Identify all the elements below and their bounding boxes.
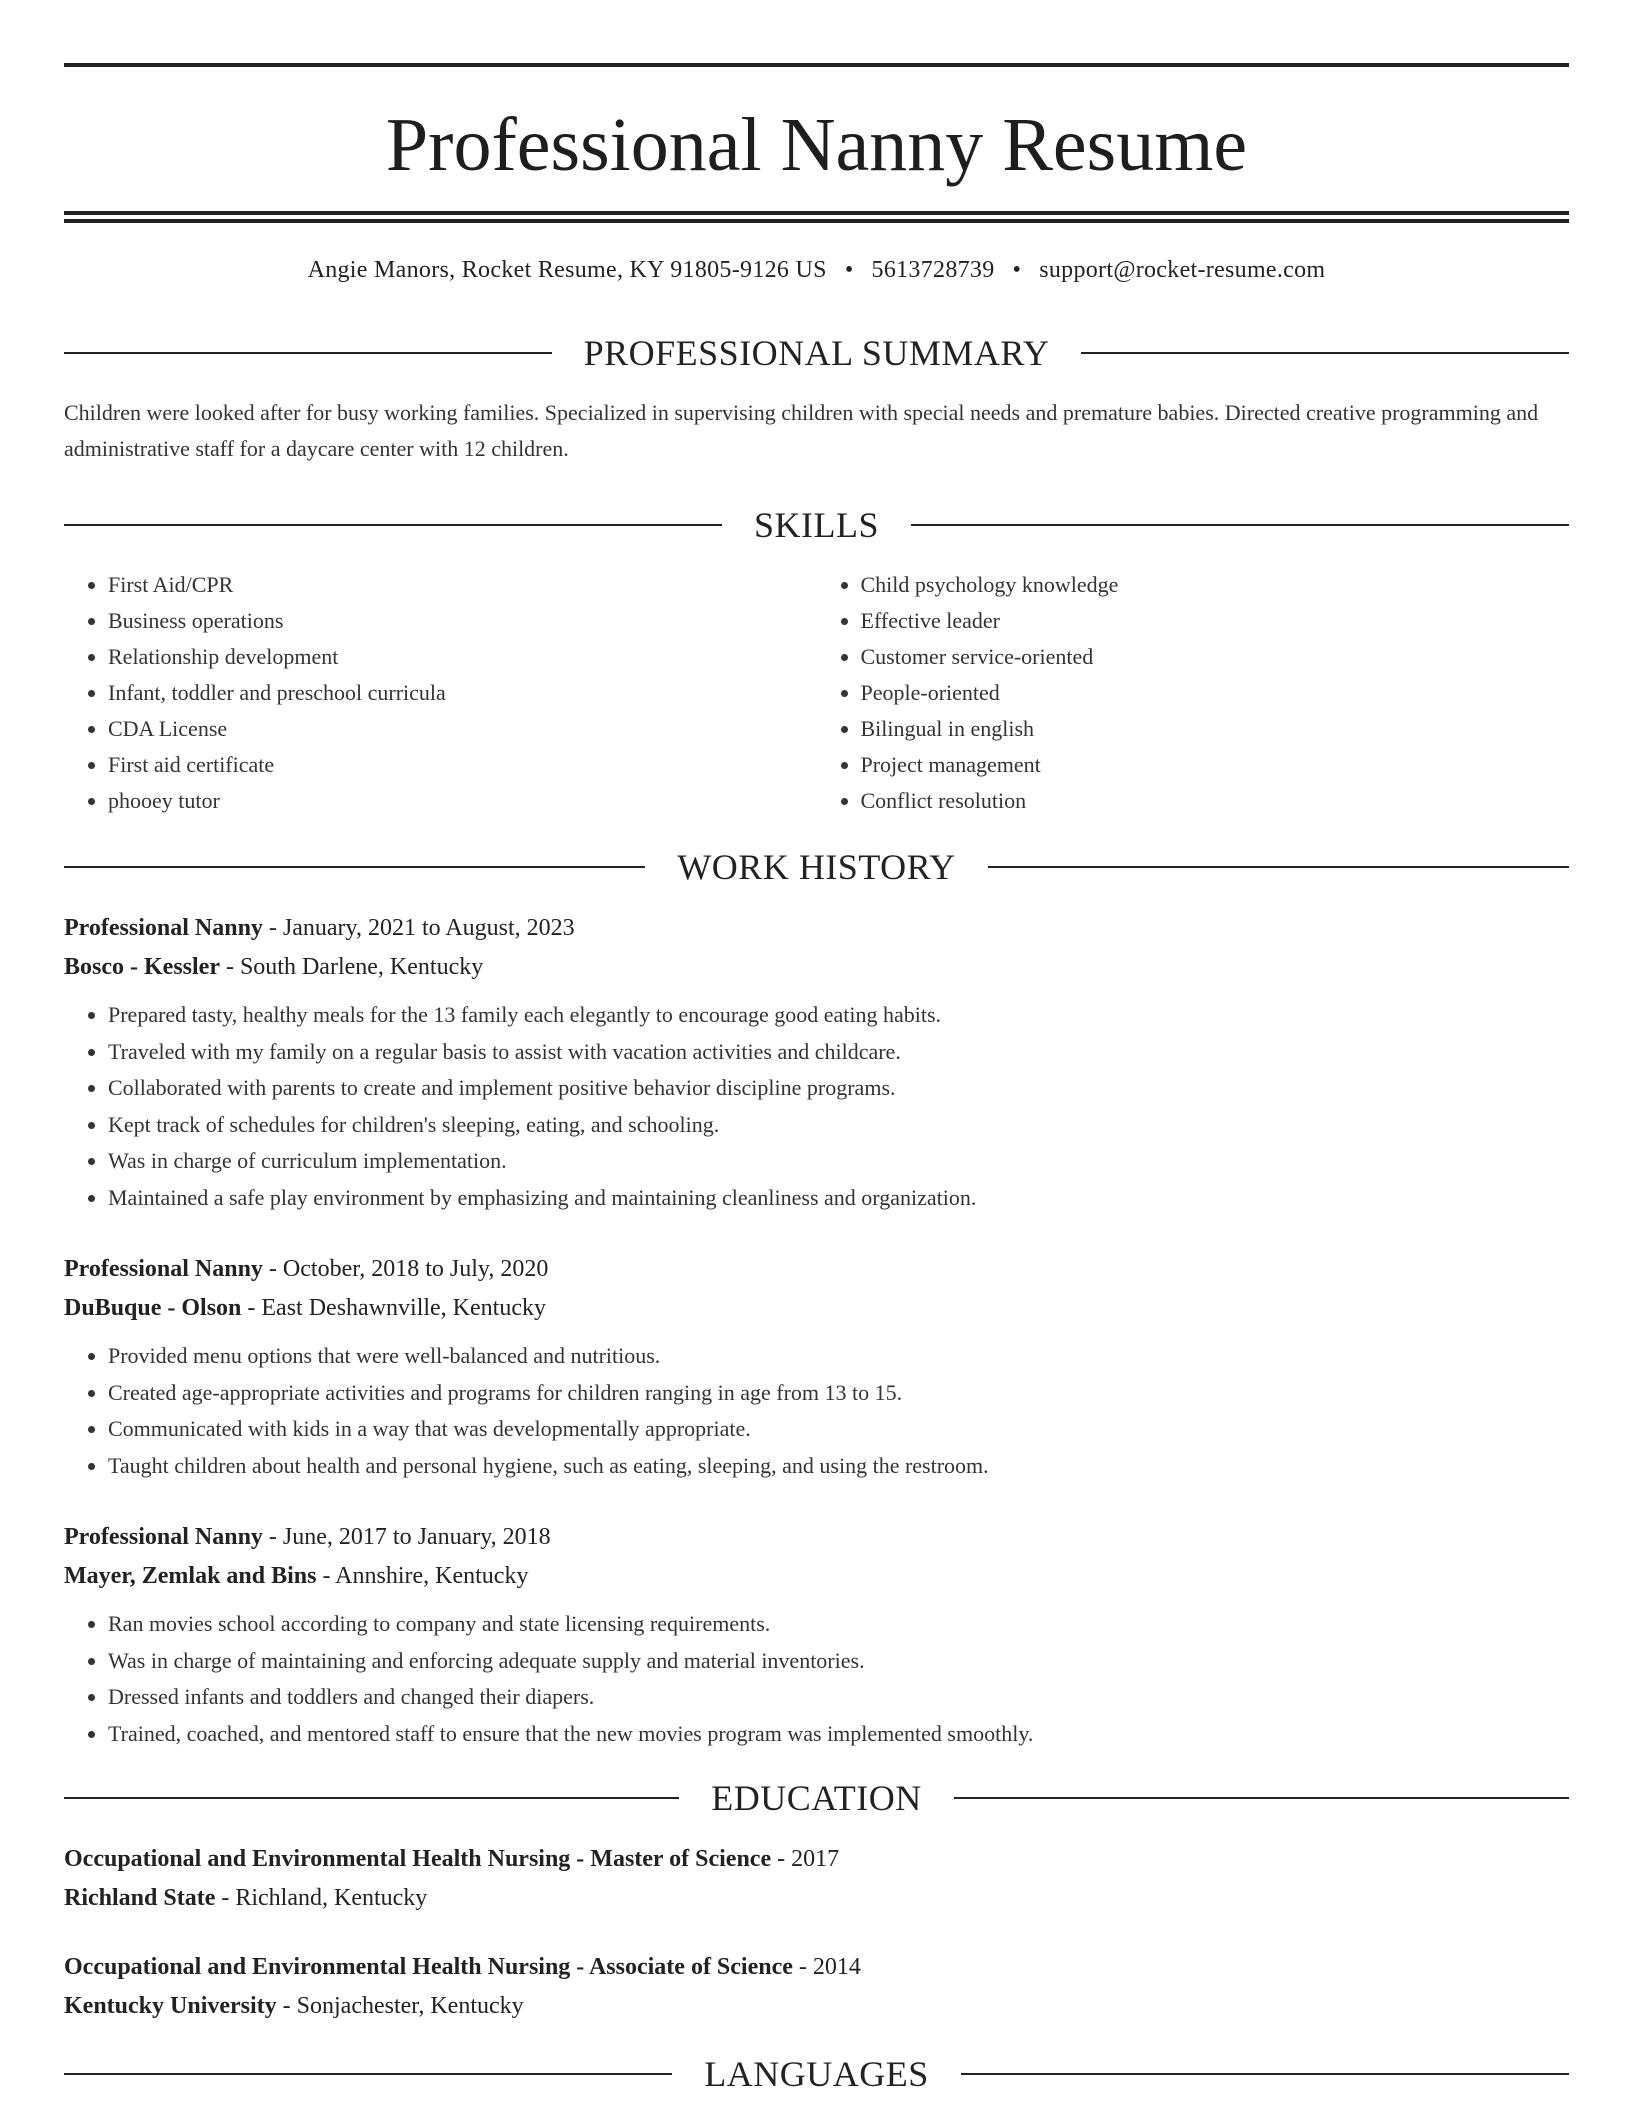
job-company: Bosco - Kessler [64, 954, 220, 980]
section-heading-languages [64, 2054, 1569, 2094]
section-title: PROFESSIONAL SUMMARY [583, 333, 1050, 373]
skill-item: • Conflict resolution [861, 783, 1570, 819]
job-entry [64, 909, 1569, 1216]
job-bullet: • Ran movies school according to company and state licensing requirements. [108, 1606, 1569, 1643]
skill-item: • Bilingual in english [861, 711, 1570, 747]
skill-item: • People-oriented [861, 675, 1570, 711]
job-location: - South Darlene, Kentucky [219, 954, 484, 980]
heading-rule [954, 1797, 1569, 1799]
job-title: Professional Nanny [64, 1256, 263, 1282]
skill-item: • Infant, toddler and preschool curricula [108, 675, 817, 711]
skill-item: • Business operations [108, 603, 817, 639]
job-location: - East Deshawnville, Kentucky [241, 1295, 546, 1321]
resume-page [64, 63, 1569, 2094]
job-title: Professional Nanny [64, 915, 263, 941]
job-dates: - October, 2018 to July, 2020 [262, 1256, 549, 1282]
heading-rule [64, 866, 645, 868]
skill-item: • First Aid/CPR [108, 567, 817, 603]
heading-rule [64, 1797, 679, 1799]
education-entry [64, 1948, 1569, 2026]
contact-email: support@rocket-resume.com [1039, 257, 1326, 283]
school: Kentucky University [64, 1993, 277, 2019]
job-bullets [64, 997, 1569, 1216]
contact-address: Angie Manors, Rocket Resume, KY 91805-9126 US [307, 257, 827, 283]
education-entry [64, 1840, 1569, 1918]
job-title-line [64, 1250, 1569, 1289]
section-heading-summary [64, 333, 1569, 373]
job-bullet: • Provided menu options that were well-balanced and nutritious. [108, 1338, 1569, 1375]
section-title: SKILLS [754, 505, 880, 545]
job-bullet: • Collaborated with parents to create and implement positive behavior discipline programs. [108, 1070, 1569, 1107]
school-location: - Richland, Kentucky [215, 1885, 428, 1911]
skill-item: • Effective leader [861, 603, 1570, 639]
contact-separator: • [1012, 257, 1022, 283]
job-bullet: • Communicated with kids in a way that was developmentally appropriate. [108, 1411, 1569, 1448]
job-entry [64, 1518, 1569, 1752]
section-heading-work [64, 847, 1569, 887]
skills-list [64, 567, 1569, 819]
job-bullet: • Traveled with my family on a regular basis to assist with vacation activities and childcare. [108, 1034, 1569, 1071]
skill-item: • phooey tutor [108, 783, 817, 819]
job-bullets [64, 1606, 1569, 1752]
job-dates: - June, 2017 to January, 2018 [262, 1524, 551, 1550]
heading-rule [64, 352, 552, 354]
degree-year: - 2014 [792, 1954, 861, 1980]
job-dates: - January, 2021 to August, 2023 [262, 915, 575, 941]
job-bullet: • Maintained a safe play environment by emphasizing and maintaining cleanliness and organization. [108, 1180, 1569, 1217]
title-double-rule [64, 211, 1569, 223]
section-title: LANGUAGES [704, 2054, 929, 2094]
top-rule [64, 63, 1569, 67]
job-bullet: • Kept track of schedules for children's sleeping, eating, and schooling. [108, 1107, 1569, 1144]
job-title-line [64, 1518, 1569, 1557]
heading-rule [64, 2073, 672, 2075]
skill-item: • First aid certificate [108, 747, 817, 783]
section-title: WORK HISTORY [677, 847, 956, 887]
school-location: - Sonjachester, Kentucky [276, 1993, 524, 2019]
job-bullet: • Was in charge of curriculum implementation. [108, 1143, 1569, 1180]
contact-line [64, 257, 1569, 287]
job-bullet: • Trained, coached, and mentored staff to ensure that the new movies program was implemented smoothly. [108, 1716, 1569, 1753]
contact-phone: 5613728739 [871, 257, 995, 283]
skill-item: • Project management [861, 747, 1570, 783]
job-location: - Annshire, Kentucky [316, 1563, 529, 1589]
degree: Occupational and Environmental Health Nursing - Associate of Science [64, 1954, 793, 1980]
job-company-line [64, 1289, 1569, 1328]
skill-item: • Relationship development [108, 639, 817, 675]
heading-rule [961, 2073, 1569, 2075]
job-company: Mayer, Zemlak and Bins [64, 1563, 317, 1589]
degree-year: - 2017 [771, 1846, 840, 1872]
skill-item: • CDA License [108, 711, 817, 747]
job-company-line [64, 1557, 1569, 1596]
skill-item: • Child psychology knowledge [861, 567, 1570, 603]
skills-column-right [817, 567, 1570, 819]
job-company: DuBuque - Olson [64, 1295, 242, 1321]
section-heading-skills [64, 505, 1569, 545]
job-bullet: • Prepared tasty, healthy meals for the 13 family each elegantly to encourage good eating habits. [108, 997, 1569, 1034]
school: Richland State [64, 1885, 216, 1911]
page-title: Professional Nanny Resume [385, 103, 1248, 187]
heading-rule [64, 524, 722, 526]
job-bullet: • Dressed infants and toddlers and changed their diapers. [108, 1679, 1569, 1716]
job-company-line [64, 948, 1569, 987]
job-bullet: • Was in charge of maintaining and enforcing adequate supply and material inventories. [108, 1643, 1569, 1680]
job-bullet: • Created age-appropriate activities and programs for children ranging in age from 13 to 15. [108, 1375, 1569, 1412]
degree-line [64, 1948, 1569, 1987]
job-bullets [64, 1338, 1569, 1484]
heading-rule [911, 524, 1569, 526]
section-title: EDUCATION [711, 1778, 922, 1818]
summary-text: Children were looked after for busy working families. Specialized in supervising children with special needs and premature babies. Directed creative programming and administrative staff for a daycare center with 12 children. [64, 400, 1539, 461]
heading-rule [988, 866, 1569, 868]
school-line [64, 1987, 1569, 2026]
degree-line [64, 1840, 1569, 1879]
job-title-line [64, 909, 1569, 948]
skill-item: • Customer service-oriented [861, 639, 1570, 675]
degree: Occupational and Environmental Health Nursing - Master of Science [64, 1846, 772, 1872]
job-bullet: • Taught children about health and personal hygiene, such as eating, sleeping, and using the restroom. [108, 1448, 1569, 1485]
section-heading-education [64, 1778, 1569, 1818]
contact-separator: • [844, 257, 854, 283]
skills-column-left [64, 567, 817, 819]
school-line [64, 1879, 1569, 1918]
job-entry [64, 1250, 1569, 1484]
job-title: Professional Nanny [64, 1524, 263, 1550]
heading-rule [1081, 352, 1569, 354]
